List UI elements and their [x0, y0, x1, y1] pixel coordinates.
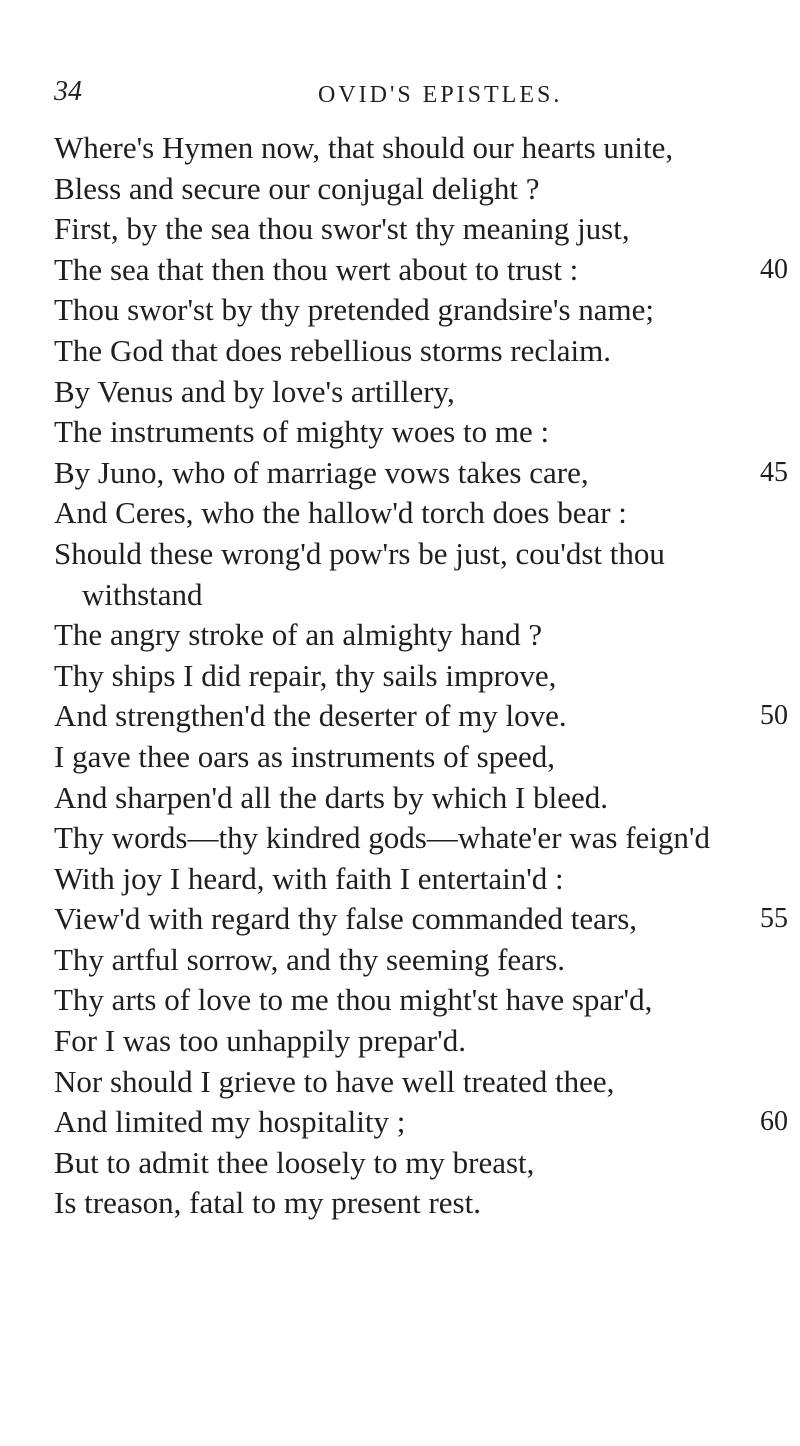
poem-line [54, 1183, 794, 1224]
poem-line [54, 1021, 794, 1062]
poem-line-text: But to admit thee loosely to my breast, [54, 1144, 535, 1180]
poem-line-text: With joy I heard, with faith I entertain'd : [54, 860, 564, 896]
poem-line-text: And sharpen'd all the darts by which I bleed. [54, 779, 608, 815]
poem-line [54, 656, 794, 697]
poem-line [54, 818, 794, 859]
poem-line-text: The God that does rebellious storms reclaim. [54, 332, 612, 368]
poem-line [54, 980, 794, 1021]
poem-line-text: The angry stroke of an almighty hand ? [54, 617, 543, 653]
line-number: 55 [760, 903, 788, 935]
poem-line [54, 1062, 794, 1103]
poem-line-text: Thy arts of love to me thou might'st have spar'd, [54, 982, 653, 1018]
line-number: 50 [760, 700, 788, 732]
line-number: 40 [760, 253, 788, 285]
poem-line-text: Thy ships I did repair, thy sails improve, [54, 657, 557, 693]
poem-line-text: View'd with regard thy false commanded tears, [54, 901, 638, 937]
poem-line [54, 940, 794, 981]
poem-line-text: Nor should I grieve to have well treated thee, [54, 1063, 615, 1099]
poem-line [54, 1102, 794, 1143]
poem-line-text: By Venus and by love's artillery, [54, 373, 455, 409]
poem-line [54, 209, 794, 250]
poem-line [54, 1143, 794, 1184]
poem-line [54, 412, 794, 453]
poem-line [54, 372, 794, 413]
line-number: 60 [760, 1106, 788, 1138]
poem-line-text: For I was too unhappily prepar'd. [54, 1023, 466, 1059]
poem-line-text: Should these wrong'd pow'rs be just, cou'dst thou [54, 535, 665, 571]
poem-line [54, 290, 794, 331]
poem-line-text: withstand [82, 576, 203, 612]
page-header [54, 76, 754, 116]
poem-line [54, 899, 794, 940]
poem-line [54, 615, 794, 656]
line-number: 45 [760, 456, 788, 488]
page-number: 34 [54, 76, 82, 107]
poem-line [54, 493, 794, 534]
poem-line [54, 453, 794, 494]
poem-line-text: And limited my hospitality ; [54, 1104, 406, 1140]
poem-line [54, 128, 794, 169]
poem-line [54, 169, 794, 210]
poem-line [54, 250, 794, 291]
poem-line [54, 534, 794, 575]
poem-line [54, 859, 794, 900]
poem-line-text: The instruments of mighty woes to me : [54, 414, 550, 450]
poem-line-text: First, by the sea thou swor'st thy meaning just, [54, 211, 630, 247]
poem-line [54, 737, 794, 778]
poem-line-text: Thou swor'st by thy pretended grandsire's name; [54, 292, 655, 328]
poem-line [54, 778, 794, 819]
poem-line-text: Bless and secure our conjugal delight ? [54, 170, 540, 206]
poem-line [54, 696, 794, 737]
running-title: OVID'S EPISTLES. [318, 82, 563, 108]
poem-line-text: Thy artful sorrow, and thy seeming fears. [54, 941, 566, 977]
poem-line-text: I gave thee oars as instruments of speed, [54, 738, 556, 774]
poem-line-text: Thy words—thy kindred gods—whate'er was feign'd [54, 820, 711, 856]
poem-text [54, 128, 794, 1224]
poem-line-text: Is treason, fatal to my present rest. [54, 1185, 481, 1221]
poem-line-text: By Juno, who of marriage vows takes care, [54, 454, 589, 490]
poem-line [54, 331, 794, 372]
poem-line-text: And Ceres, who the hallow'd torch does bear : [54, 495, 627, 531]
poem-line-text: The sea that then thou wert about to trust : [54, 251, 579, 287]
poem-line [54, 575, 794, 616]
poem-line-text: Where's Hymen now, that should our hearts unite, [54, 130, 674, 165]
poem-line-text: And strengthen'd the deserter of my love. [54, 698, 567, 734]
